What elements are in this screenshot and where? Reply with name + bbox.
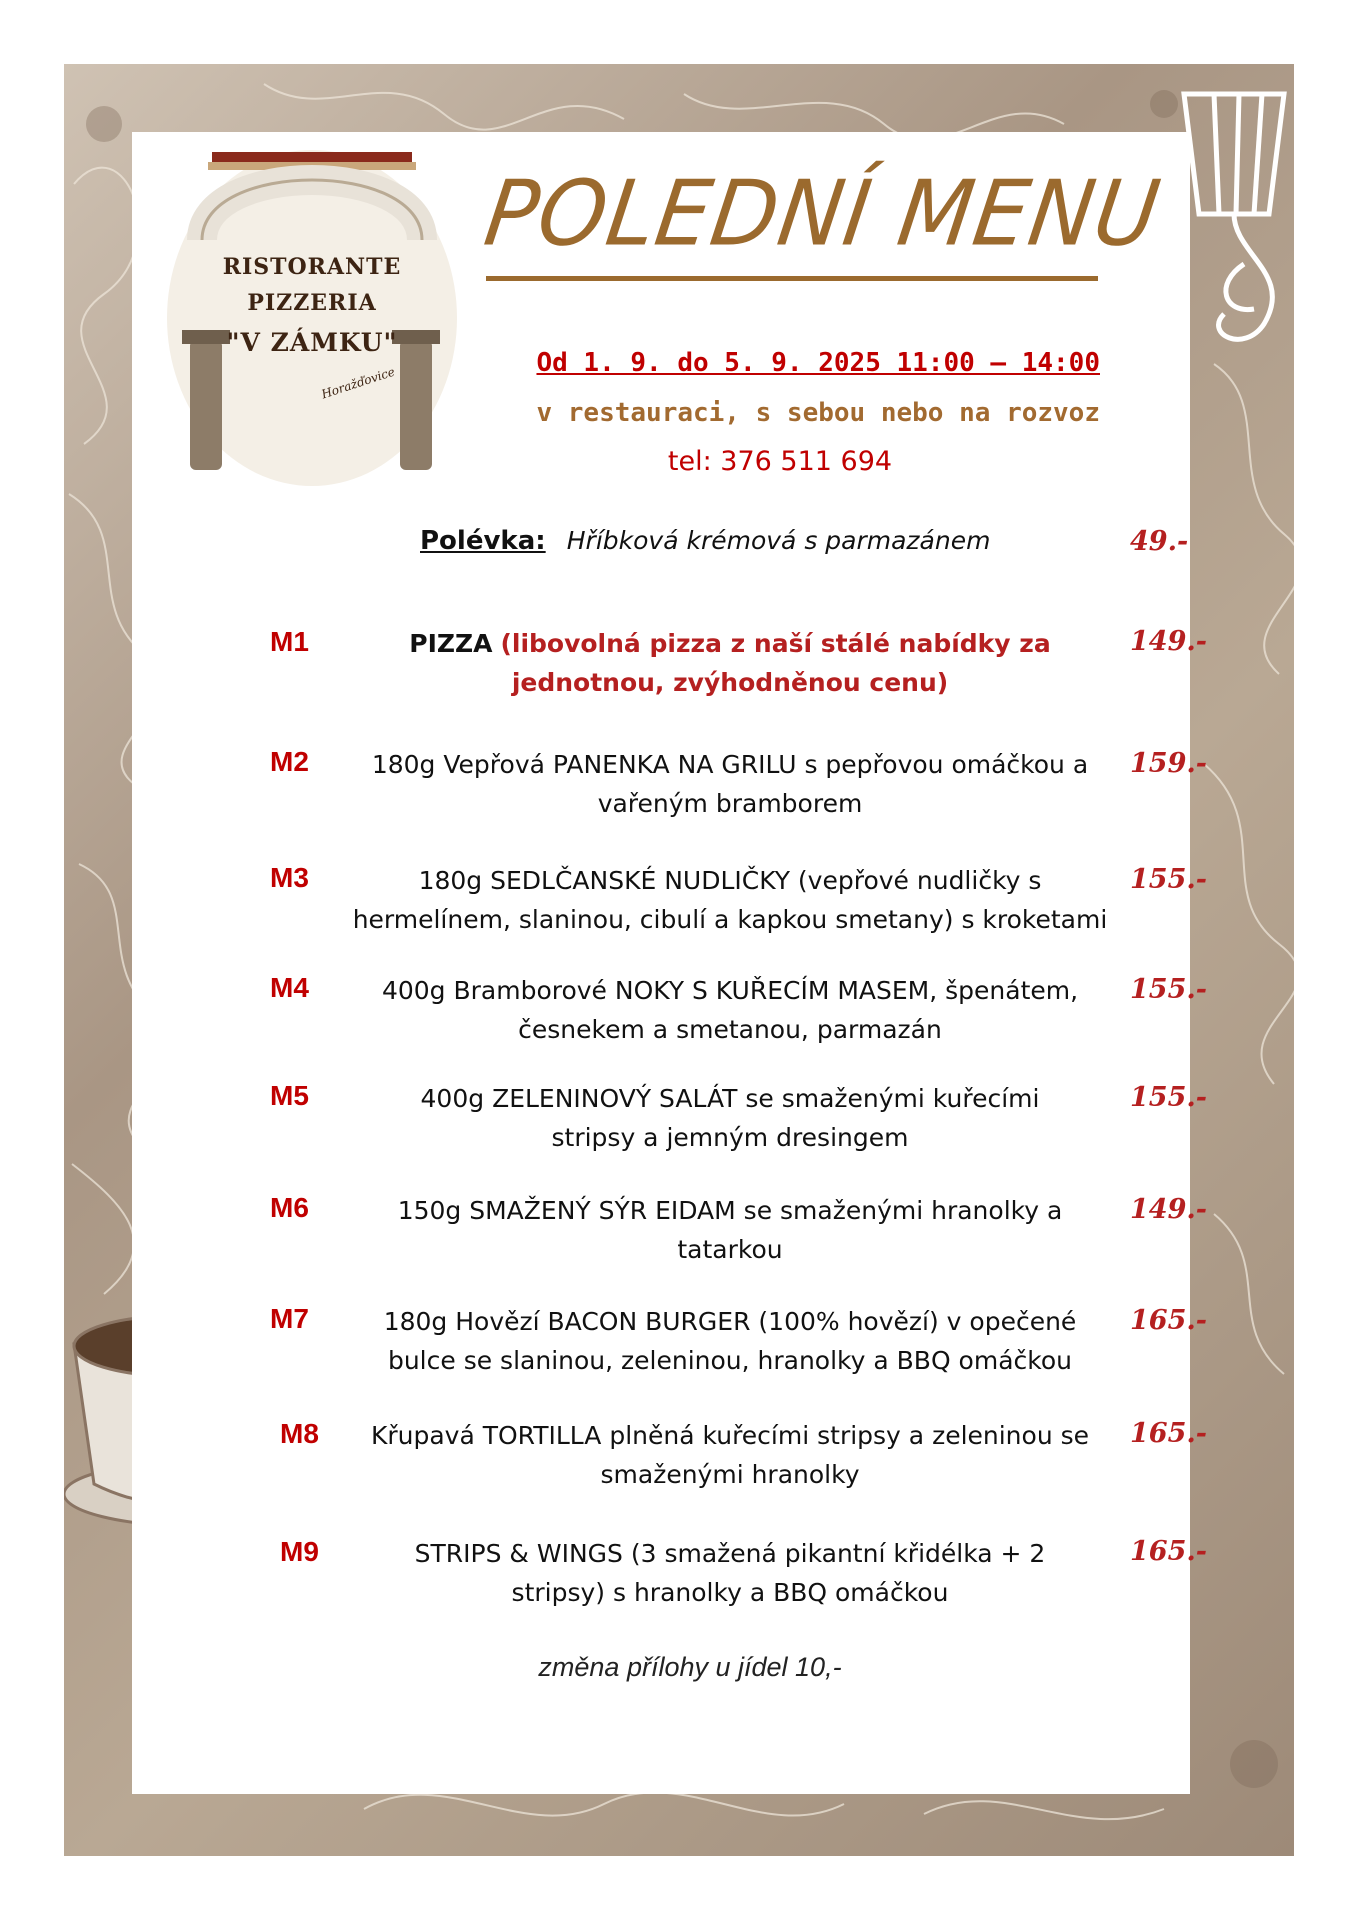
side-dish-change-note: změna přílohy u jídel 10,- [538, 1652, 842, 1682]
menu-item-m1 [340, 624, 1120, 702]
phone-number: tel: 376 511 694 [667, 446, 893, 477]
item-line2: bulce se slaninou, zeleninou, hranolky a BBQ omáčkou [387, 1346, 1073, 1375]
soup-price: 49.- [1130, 526, 1189, 557]
item-line2: stripsy a jemným dresingem [551, 1123, 909, 1152]
lamp-decoration [1184, 94, 1284, 339]
item-code: M5 [270, 1080, 309, 1111]
item-code: M2 [270, 746, 309, 777]
logo-town: Horažďovice [319, 364, 397, 402]
item-line1: 180g Vepřová PANENKA NA GRILU s pepřovou omáčkou a [371, 750, 1089, 779]
item-price: 165.- [1130, 1536, 1207, 1567]
item-line1: 180g SEDLČANSKÉ NUDLIČKY (vepřové nudličky s [418, 866, 1042, 895]
item-code: M8 [280, 1418, 319, 1449]
item-line1: 400g ZELENINOVÝ SALÁT se smaženými kuřecími [420, 1084, 1040, 1113]
logo-arch-icon [162, 140, 462, 492]
title-underline [486, 276, 1098, 281]
item-line2: stripsy) s hranolky a BBQ omáčkou [511, 1578, 949, 1607]
item-line2: hermelínem, slaninou, cibulí a kapkou smetany) s kroketami [352, 905, 1108, 934]
logo-line1: RISTORANTE [222, 254, 402, 280]
menu-title-block [478, 161, 1167, 284]
menu-item-m4 [340, 971, 1120, 1049]
item-code: M7 [270, 1303, 309, 1334]
item-line2: vařeným bramborem [597, 789, 863, 818]
menu-item-m2 [340, 745, 1120, 823]
item-code: M1 [270, 626, 309, 657]
item-line2: smaženými hranolky [600, 1460, 860, 1489]
item-line2: tatarkou [677, 1235, 783, 1264]
item-line1: 180g Hovězí BACON BURGER (100% hovězí) v opečené [383, 1307, 1077, 1336]
item-code: M4 [270, 972, 309, 1003]
item-price: 149.- [1130, 1194, 1207, 1225]
menu-item-m9 [340, 1534, 1120, 1612]
item-price: 159.- [1130, 748, 1207, 779]
pizza-note: (libovolná pizza z naší stálé nabídky za [500, 629, 1051, 658]
item-line1: 400g Bramborové NOKY S KUŘECÍM MASEM, špenátem, [381, 976, 1079, 1005]
item-line1: STRIPS & WINGS (3 smažená pikantní křidélka + 2 [414, 1539, 1046, 1568]
item-code: M3 [270, 862, 309, 893]
menu-item-m8 [340, 1416, 1120, 1494]
item-line1: 150g SMAŽENÝ SÝR EIDAM se smaženými hranolky a [397, 1196, 1063, 1225]
restaurant-logo [162, 140, 462, 492]
item-price: 149.- [1130, 626, 1207, 657]
pizza-note-line2: jednotnou, zvýhodněnou cenu) [511, 668, 949, 697]
item-price: 165.- [1130, 1305, 1207, 1336]
soup-name: Hříbková krémová s parmazánem [566, 526, 991, 555]
item-price: 165.- [1130, 1418, 1207, 1449]
item-code: M6 [270, 1192, 309, 1223]
menu-item-m3 [340, 861, 1120, 939]
item-line2: česnekem a smetanou, parmazán [518, 1015, 942, 1044]
logo-line3: "V ZÁMKU" [226, 328, 398, 357]
menu-dates: Od 1. 9. do 5. 9. 2025 11:00 – 14:00 [536, 348, 1100, 378]
item-price: 155.- [1130, 1082, 1207, 1113]
menu-title: POLEDNÍ MENU [478, 161, 1167, 267]
menu-item-m5 [340, 1079, 1120, 1157]
item-price: 155.- [1130, 974, 1207, 1005]
item-code: M9 [280, 1536, 319, 1567]
service-info: v restauraci, s sebou nebo na rozvoz [536, 398, 1100, 428]
soup-row [420, 526, 990, 556]
item-price: 155.- [1130, 864, 1207, 895]
soup-label: Polévka: [420, 526, 546, 556]
logo-line2: PIZZERIA [247, 290, 377, 316]
menu-item-m6 [340, 1191, 1120, 1269]
item-line1: Křupavá TORTILLA plněná kuřecími stripsy a zeleninou se [370, 1421, 1090, 1450]
pizza-name: PIZZA [409, 629, 493, 658]
menu-item-m7 [340, 1302, 1120, 1380]
